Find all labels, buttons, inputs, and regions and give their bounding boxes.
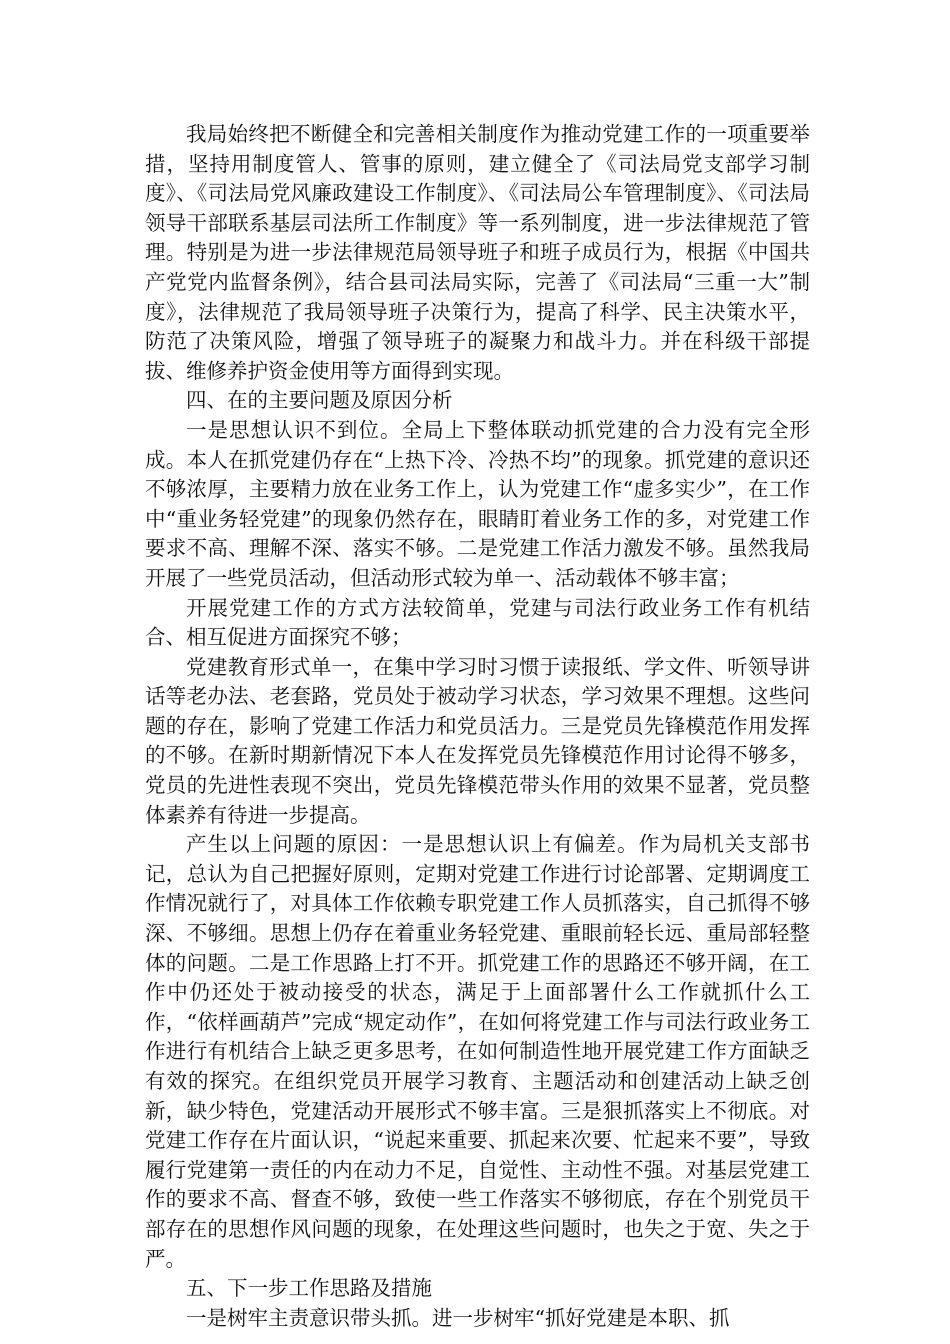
paragraph-problem-awareness: 一是思想认识不到位。全局上下整体联动抓党建的合力没有完全形成。本人在抓党建仍存在“上热下冷、冷热不均”的现象。抓党建的意识还不够浓厚，主要精力放在业务工作上，认为党建工作“虚多实少”，在工作中“重业务轻党建”的现象仍然存在，眼睛盯着业务工作的多，对党建工作要求不高、理解不深、落实不够。二是党建工作活力激发不够。虽然我局开展了一些党员活动，但活动形式较为单一、活动载体不够丰富； — [145, 417, 810, 590]
paragraph-methods: 开展党建工作的方式方法较简单，党建与司法行政业务工作有机结合、相互促进方面探究不够； — [145, 595, 810, 650]
paragraph-causes: 产生以上问题的原因：一是思想认识上有偏差。作为局机关支部书记，总认为自己把握好原则，定期对党建工作进行讨论部署、定期调度工作情况就行了，对具体工作依赖专职党建工作人员抓落实，自己抓得不够深、不够细。思想上仍存在着重业务轻党建、重眼前轻长远、重局部轻整体的问题。二是工作思路上打不开。抓党建工作的思路还不够开阔，在工作中仍还处于被动接受的状态，满足于上面部署什么工作就抓什么工作，“依样画葫芦”完成“规定动作”，在如何将党建工作与司法行政业务工作进行有机结合上缺乏更多思考，在如何制造性地开展党建工作方面缺乏有效的探究。在组织党员开展学习教育、主题活动和创建活动上缺乏创新，缺少特色，党建活动开展形式不够丰富。三是狠抓落实上不彻底。对党建工作存在片面认识，“说起来重要、抓起来次要、忙起来不要”，导致履行党建第一责任的内在动力不足，自觉性、主动性不强。对基层党建工作的要求不高、督查不够，致使一些工作落实不够彻底，存在个别党员干部存在的思想作风问题的现象，在处理这些问题时，也失之于宽、失之于严。 — [145, 832, 810, 1271]
section-heading-next-steps: 五、下一步工作思路及措施 — [186, 1276, 432, 1301]
paragraph-education-form: 党建教育形式单一，在集中学习时习惯于读报纸、学文件、听领导讲话等老办法、老套路，党员处于被动学习状态，学习效果不理想。这些问题的存在，影响了党建工作活力和党员活力。三是党员先锋模范作用发挥的不够。在新时期新情况下本人在发挥党员先锋模范作用讨论得不够多，党员的先进性表现不突出，党员先锋模范带头作用的效果不显著，党员整体素养有待进一步提高。 — [145, 654, 810, 827]
paragraph-system-building: 我局始终把不断健全和完善相关制度作为推动党建工作的一项重要举措，坚持用制度管人、管事的原则，建立健全了《司法局党支部学习制度》、《司法局党风廉政建设工作制度》、《司法局公车管理制度》、《司法局领导干部联系基层司法所工作制度》等一系列制度，进一步法律规范了管理。特别是为进一步法律规范局领导班子和班子成员行为，根据《中国共产党党内监督条例》，结合县司法局实际，完善了《司法局“三重一大”制度》，法律规范了我局领导班子决策行为，提高了科学、民主决策水平，防范了决策风险，增强了领导班子的凝聚力和战斗力。并在科级干部提拔、维修养护资金使用等方面得到实现。 — [145, 122, 810, 383]
section-heading-problems: 四、在的主要问题及原因分析 — [186, 388, 453, 413]
document-body — [145, 120, 810, 1333]
paragraph-responsibility: 一是树牢主责意识带头抓。进一步树牢“抓好党建是本职、抓 — [186, 1305, 730, 1330]
